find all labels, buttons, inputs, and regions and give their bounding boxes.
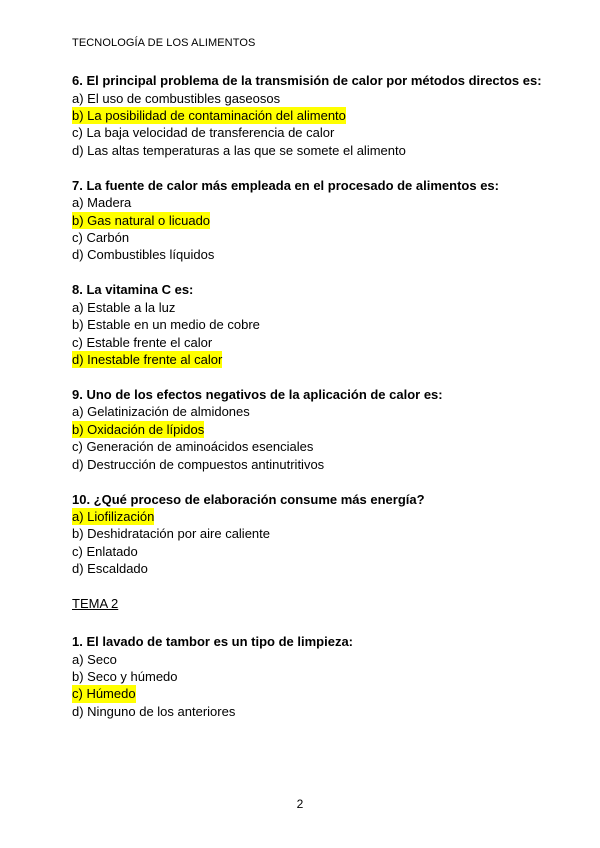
- document-header: TECNOLOGÍA DE LOS ALIMENTOS: [72, 37, 256, 49]
- question-title: 6. El principal problema de la transmisión de calor por métodos directos es:: [72, 73, 542, 88]
- option-a: a) Gelatinización de almidones: [72, 404, 250, 420]
- option-b: b) Estable en un medio de cobre: [72, 317, 260, 333]
- option-d: d) Escaldado: [72, 561, 148, 577]
- question-9: [72, 386, 542, 473]
- question-title: 7. La fuente de calor más empleada en el procesado de alimentos es:: [72, 177, 499, 193]
- option-c: c) Carbón: [72, 229, 130, 245]
- question-6: [72, 72, 542, 159]
- question-10: [72, 491, 542, 578]
- option-b: b) Deshidratación por aire caliente: [72, 526, 270, 542]
- option-b-highlighted: b) Oxidación de lípidos: [72, 421, 205, 437]
- question-8: [72, 281, 542, 368]
- option-b-highlighted: b) Gas natural o licuado: [72, 212, 211, 228]
- option-b: b) Seco y húmedo: [72, 669, 178, 685]
- document-body: [72, 72, 542, 738]
- section-heading: TEMA 2: [72, 596, 119, 612]
- option-d-highlighted: d) Inestable frente al calor: [72, 351, 223, 367]
- option-c: c) La baja velocidad de transferencia de calor: [72, 125, 335, 141]
- option-d: d) Combustibles líquidos: [72, 247, 215, 263]
- option-a: a) Estable a la luz: [72, 299, 176, 315]
- option-b-highlighted: b) La posibilidad de contaminación del alimento: [72, 107, 346, 123]
- question-title: 1. El lavado de tambor es un tipo de limpieza:: [72, 634, 354, 650]
- option-d: d) Las altas temperaturas a las que se somete el alimento: [72, 142, 406, 158]
- option-a: a) Seco: [72, 651, 117, 667]
- question-7: [72, 177, 542, 264]
- option-d: d) Destrucción de compuestos antinutritivos: [72, 456, 325, 472]
- option-c: c) Enlatado: [72, 543, 138, 559]
- option-a: a) El uso de combustibles gaseosos: [72, 90, 281, 106]
- question-title: 9. Uno de los efectos negativos de la aplicación de calor es:: [72, 386, 443, 402]
- page-number: 2: [296, 797, 304, 811]
- option-c-highlighted: c) Húmedo: [72, 686, 136, 702]
- option-a-highlighted: a) Liofilización: [72, 509, 155, 524]
- question-title: 8. La vitamina C es:: [72, 282, 194, 298]
- option-d: d) Ninguno de los anteriores: [72, 703, 236, 719]
- question-title: 10. ¿Qué proceso de elaboración consume más energía?: [72, 491, 425, 507]
- option-c: c) Estable frente el calor: [72, 334, 213, 350]
- option-c: c) Generación de aminoácidos esenciales: [72, 439, 314, 455]
- section-question-1: [72, 633, 542, 720]
- option-a: a) Madera: [72, 195, 132, 211]
